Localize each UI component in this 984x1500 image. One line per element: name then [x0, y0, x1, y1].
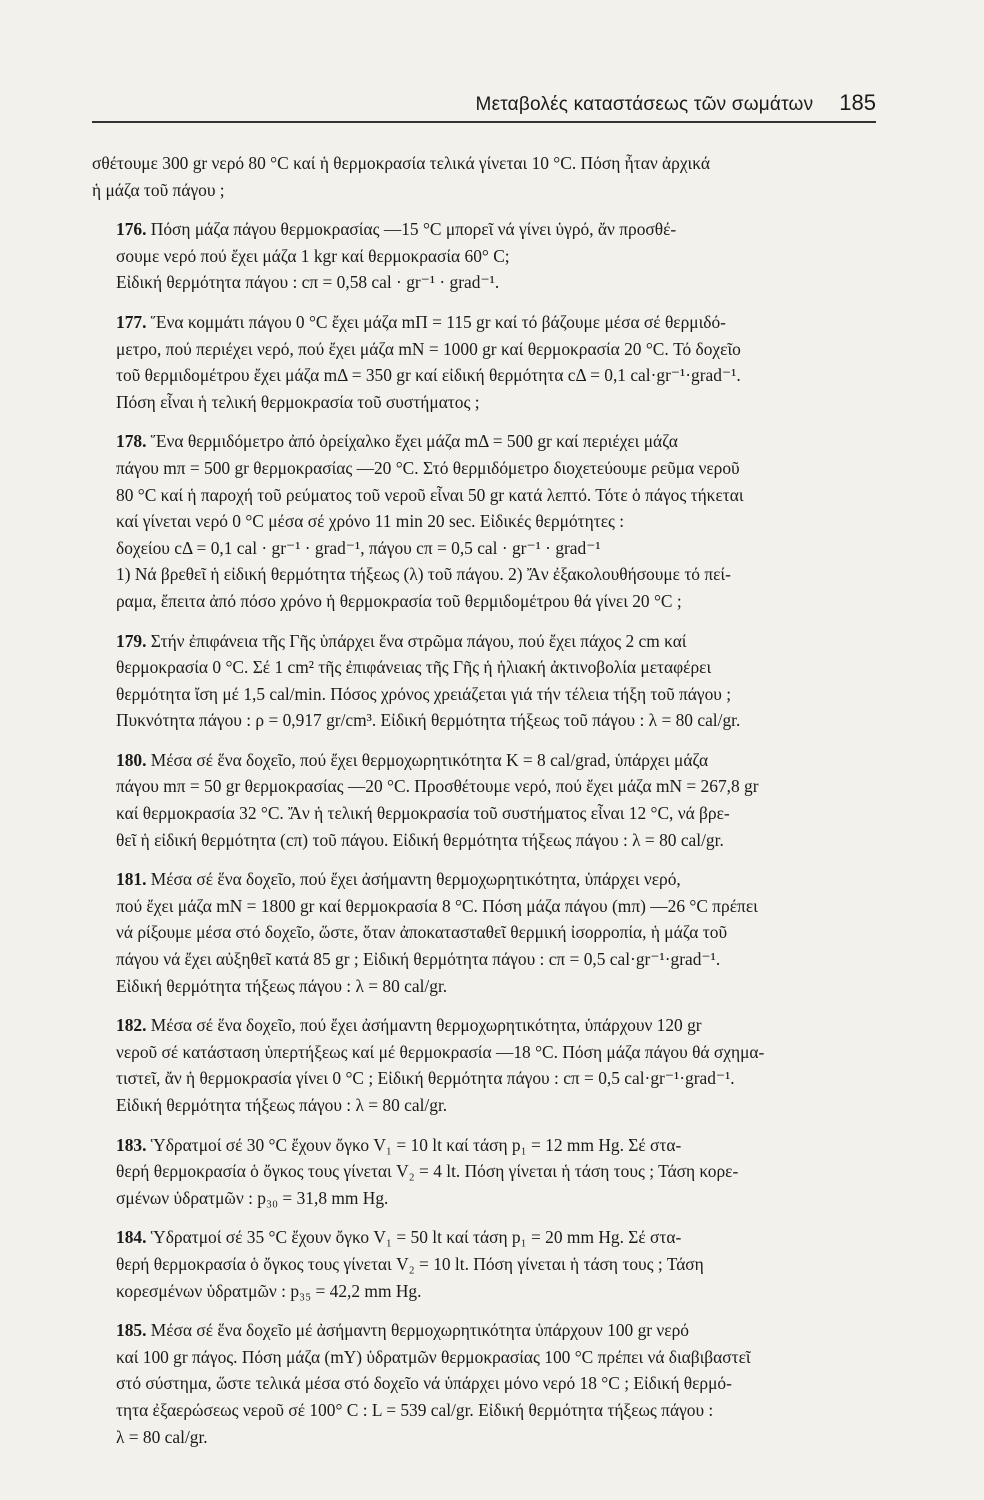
problem-2 [92, 428, 876, 614]
problem-text-line [92, 747, 876, 774]
problem-number: 183. [116, 1134, 147, 1155]
problem-first-line-text: Στήν ἐπιφάνεια τῆς Γῆς ὑπάρχει ἕνα στρῶμα πάγου, πού ἔχει πάχος 2 cm καί [146, 630, 687, 651]
problem-first-line-text: Πόση μάζα πάγου θερμοκρασίας —15 °C μπορεῖ νά γίνει ὑγρό, ἄν προσθέ- [146, 219, 677, 240]
problem-number: 177. [116, 311, 147, 332]
problem-0 [92, 216, 876, 296]
problem-text-line: μετρο, πού περιέχει νερό, πού ἔχει μάζα mN = 1000 gr καί θερμοκρασία 20 °C. Τό δοχεῖο [116, 338, 741, 359]
problem-text-line: λ = 80 cal/gr. [116, 1426, 208, 1447]
problem-text-line: νεροῦ σέ κατάσταση ὑπερτήξεως καί μέ θερμοκρασία —18 °C. Πόση μάζα πάγου θά σχημα- [116, 1041, 765, 1062]
problem-text-line: τοῦ θερμιδομέτρου ἔχει μάζα mΔ = 350 gr καί εἰδική θερμότητα cΔ = 0,1 cal·gr⁻¹·grad⁻¹. [116, 365, 741, 386]
problem-text-line: θεῖ ἡ εἰδική θερμότητα (cπ) τοῦ πάγου. Εἰδική θερμότητα τήξεως πάγου : λ = 80 cal/gr. [116, 829, 724, 850]
problem-text-line: Πόση εἶναι ἡ τελική θερμοκρασία τοῦ συστήματος ; [116, 391, 480, 412]
problem-text-line: πάγου mπ = 500 gr θερμοκρασίας —20 °C. Στό θερμιδόμετρο διοχετεύουμε ρεῦμα νεροῦ [116, 457, 740, 478]
problem-text-line: Εἰδική θερμότητα πάγου : cπ = 0,58 cal · gr⁻¹ · grad⁻¹. [116, 272, 500, 293]
problem-first-line-text: Ὑδρατμοί σέ 30 °C ἔχουν ὄγκο V₁ = 10 lt καί τάση p₁ = 12 mm Hg. Σέ στα- [146, 1134, 682, 1155]
problem-1 [92, 309, 876, 415]
chapter-title: Μεταβολές καταστάσεως τῶν σωμάτων [475, 94, 814, 115]
problem-text-line: 80 °C καί ἡ παροχή τοῦ ρεύματος τοῦ νεροῦ εἶναι 50 gr κατά λεπτό. Τότε ὁ πάγος τήκεται [116, 484, 744, 505]
problem-number: 180. [116, 749, 147, 770]
problem-list [92, 216, 876, 1450]
problem-text-line [92, 1012, 876, 1039]
problem-text-line: θερή θερμοκρασία ὁ ὄγκος τους γίνεται V₂ = 10 lt. Πόση γίνεται ἡ τάση τους ; Τάση [116, 1253, 704, 1274]
problem-text-line: καί γίνεται νερό 0 °C μέσα σέ χρόνο 11 min 20 sec. Εἰδικές θερμότητες : [116, 511, 625, 532]
problem-text-line [92, 866, 876, 893]
problem-number: 185. [116, 1320, 147, 1341]
problem-text-line: Εἰδική θερμότητα τήξεως πάγου : λ = 80 cal/gr. [116, 1095, 448, 1115]
problem-4 [92, 747, 876, 853]
problem-number: 182. [116, 1015, 147, 1036]
problem-text-line: νά ρίξουμε μέσα στό δοχεῖο, ὥστε, ὅταν ἀποκατασταθεῖ θερμική ἰσορροπία, ἡ μάζα τοῦ [116, 922, 728, 943]
problem-text-line: 1) Νά βρεθεῖ ἡ εἰδική θερμότητα τήξεως (λ) τοῦ πάγου. 2) Ἄν ἐξακολουθήσουμε τό πεί- [116, 564, 731, 585]
problem-text-line: θερή θερμοκρασία ὁ ὄγκος τους γίνεται V₂ = 4 lt. Πόση γίνεται ἡ τάση τους ; Τάση κορε- [116, 1161, 739, 1182]
problem-text-line [92, 1317, 876, 1344]
problem-text-line [92, 216, 876, 243]
problem-text-line: πάγου νά ἔχει αὐξηθεῖ κατά 85 gr ; Εἰδική θερμότητα πάγου : cπ = 0,5 cal·gr⁻¹·grad⁻¹. [116, 949, 721, 970]
problem-text-line: θερμότητα ἴση μέ 1,5 cal/min. Πόσος χρόνος χρειάζεται γιά τήν τέλεια τήξη τοῦ πάγου ; [116, 683, 732, 704]
page-number: 185 [839, 90, 876, 115]
problem-text-line [92, 309, 876, 336]
text-line: ἡ μάζα τοῦ πάγου ; [92, 179, 225, 200]
problem-first-line-text: Ἕνα κομμάτι πάγου 0 °C ἔχει μάζα mΠ = 115 gr καί τό βάζουμε μέσα σέ θερμιδό- [146, 311, 726, 332]
problem-text-line [92, 1132, 876, 1159]
problem-text-line: κορεσμένων ὑδρατμῶν : p₃₅ = 42,2 mm Hg. [116, 1280, 422, 1301]
problem-text-line: τητα ἐξαερώσεως νεροῦ σέ 100° C : L = 539 cal/gr. Εἰδική θερμότητα τήξεως πάγου : [116, 1399, 714, 1420]
problem-8 [92, 1224, 876, 1304]
problem-first-line-text: Μέσα σέ ἕνα δοχεῖο, πού ἔχει θερμοχωρητικότητα K = 8 cal/grad, ὑπάρχει μάζα [146, 749, 709, 770]
problem-first-line-text: Ἕνα θερμιδόμετρο ἀπό ὀρείχαλκο ἔχει μάζα mΔ = 500 gr καί περιέχει μάζα [146, 431, 678, 452]
problem-number: 178. [116, 431, 147, 452]
problem-3 [92, 628, 876, 734]
problem-text-line [92, 628, 876, 655]
page-body [92, 150, 876, 1463]
problem-text-line: Εἰδική θερμότητα τήξεως πάγου : λ = 80 cal/gr. [116, 975, 448, 996]
problem-number: 184. [116, 1227, 147, 1248]
problem-text-line [92, 1224, 876, 1251]
problem-5 [92, 866, 876, 999]
problem-first-line-text: Μέσα σέ ἕνα δοχεῖο, πού ἔχει ἀσήμαντη θερμοχωρητικότητα, ὑπάρχουν 120 gr [146, 1015, 702, 1036]
problem-9 [92, 1317, 876, 1450]
continuation-paragraph [92, 150, 876, 203]
problem-text-line [92, 428, 876, 455]
problem-number: 181. [116, 869, 147, 890]
problem-text-line: πού ἔχει μάζα mN = 1800 gr καί θερμοκρασία 8 °C. Πόση μάζα πάγου (mπ) —26 °C πρέπει [116, 895, 758, 916]
problem-number: 179. [116, 630, 147, 651]
problem-text-line: καί θερμοκρασία 32 °C. Ἄν ἡ τελική θερμοκρασία τοῦ συστήματος εἶναι 12 °C, νά βρε- [116, 803, 730, 824]
problem-first-line-text: Μέσα σέ ἕνα δοχεῖο, πού ἔχει ἀσήμαντη θερμοχωρητικότητα, ὑπάρχει νερό, [146, 869, 681, 890]
problem-first-line-text: Ὑδρατμοί σέ 35 °C ἔχουν ὄγκο V₁ = 50 lt καί τάση p₁ = 20 mm Hg. Σέ στα- [146, 1227, 682, 1248]
problem-text-line: σμένων ὑδρατμῶν : p₃₀ = 31,8 mm Hg. [116, 1187, 389, 1208]
problem-text-line: ραμα, ἔπειτα ἀπό πόσο χρόνο ἡ θερμοκρασία τοῦ θερμιδομέτρου θά γίνει 20 °C ; [116, 590, 682, 611]
running-header [92, 86, 876, 116]
problem-text-line: πάγου mπ = 50 gr θερμοκρασίας —20 °C. Προσθέτουμε νερό, πού ἔχει μάζα mN = 267,8 gr [116, 776, 759, 797]
problem-first-line-text: Μέσα σέ ἕνα δοχεῖο μέ ἀσήμαντη θερμοχωρητικότητα ὑπάρχουν 100 gr νερό [146, 1320, 689, 1341]
problem-text-line: θερμοκρασία 0 °C. Σέ 1 cm² τῆς ἐπιφάνειας τῆς Γῆς ἡ ἡλιακή ἀκτινοβολία μεταφέρει [116, 657, 712, 678]
problem-6 [92, 1012, 876, 1118]
problem-text-line: τιστεῖ, ἄν ἡ θερμοκρασία γίνει 0 °C ; Εἰδική θερμότητα πάγου : cπ = 0,5 cal·gr⁻¹·grad⁻¹. [116, 1068, 735, 1089]
problem-text-line: στό σύστημα, ὥστε τελικά μέσα στό δοχεῖο νά ὑπάρχει μόνο νερό 18 °C ; Εἰδική θερμό- [116, 1373, 732, 1394]
problem-7 [92, 1132, 876, 1212]
problem-text-line: Πυκνότητα πάγου : ρ = 0,917 gr/cm³. Εἰδική θερμότητα τήξεως τοῦ πάγου : λ = 80 cal/gr. [116, 710, 741, 731]
text-line: σθέτουμε 300 gr νερό 80 °C καί ἡ θερμοκρασία τελικά γίνεται 10 °C. Πόση ἦταν ἀρχικά [92, 153, 710, 173]
header-rule [92, 121, 876, 123]
problem-text-line: δοχείου cΔ = 0,1 cal · gr⁻¹ · grad⁻¹, πάγου cπ = 0,5 cal · gr⁻¹ · grad⁻¹ [116, 537, 601, 558]
problem-text-line: καί 100 gr πάγος. Πόση μάζα (mY) ὑδρατμῶν θερμοκρασίας 100 °C πρέπει νά διαβιβαστεῖ [116, 1346, 751, 1367]
problem-text-line: σουμε νερό πού ἔχει μάζα 1 kgr καί θερμοκρασία 60° C; [116, 245, 510, 266]
problem-number: 176. [116, 219, 147, 240]
